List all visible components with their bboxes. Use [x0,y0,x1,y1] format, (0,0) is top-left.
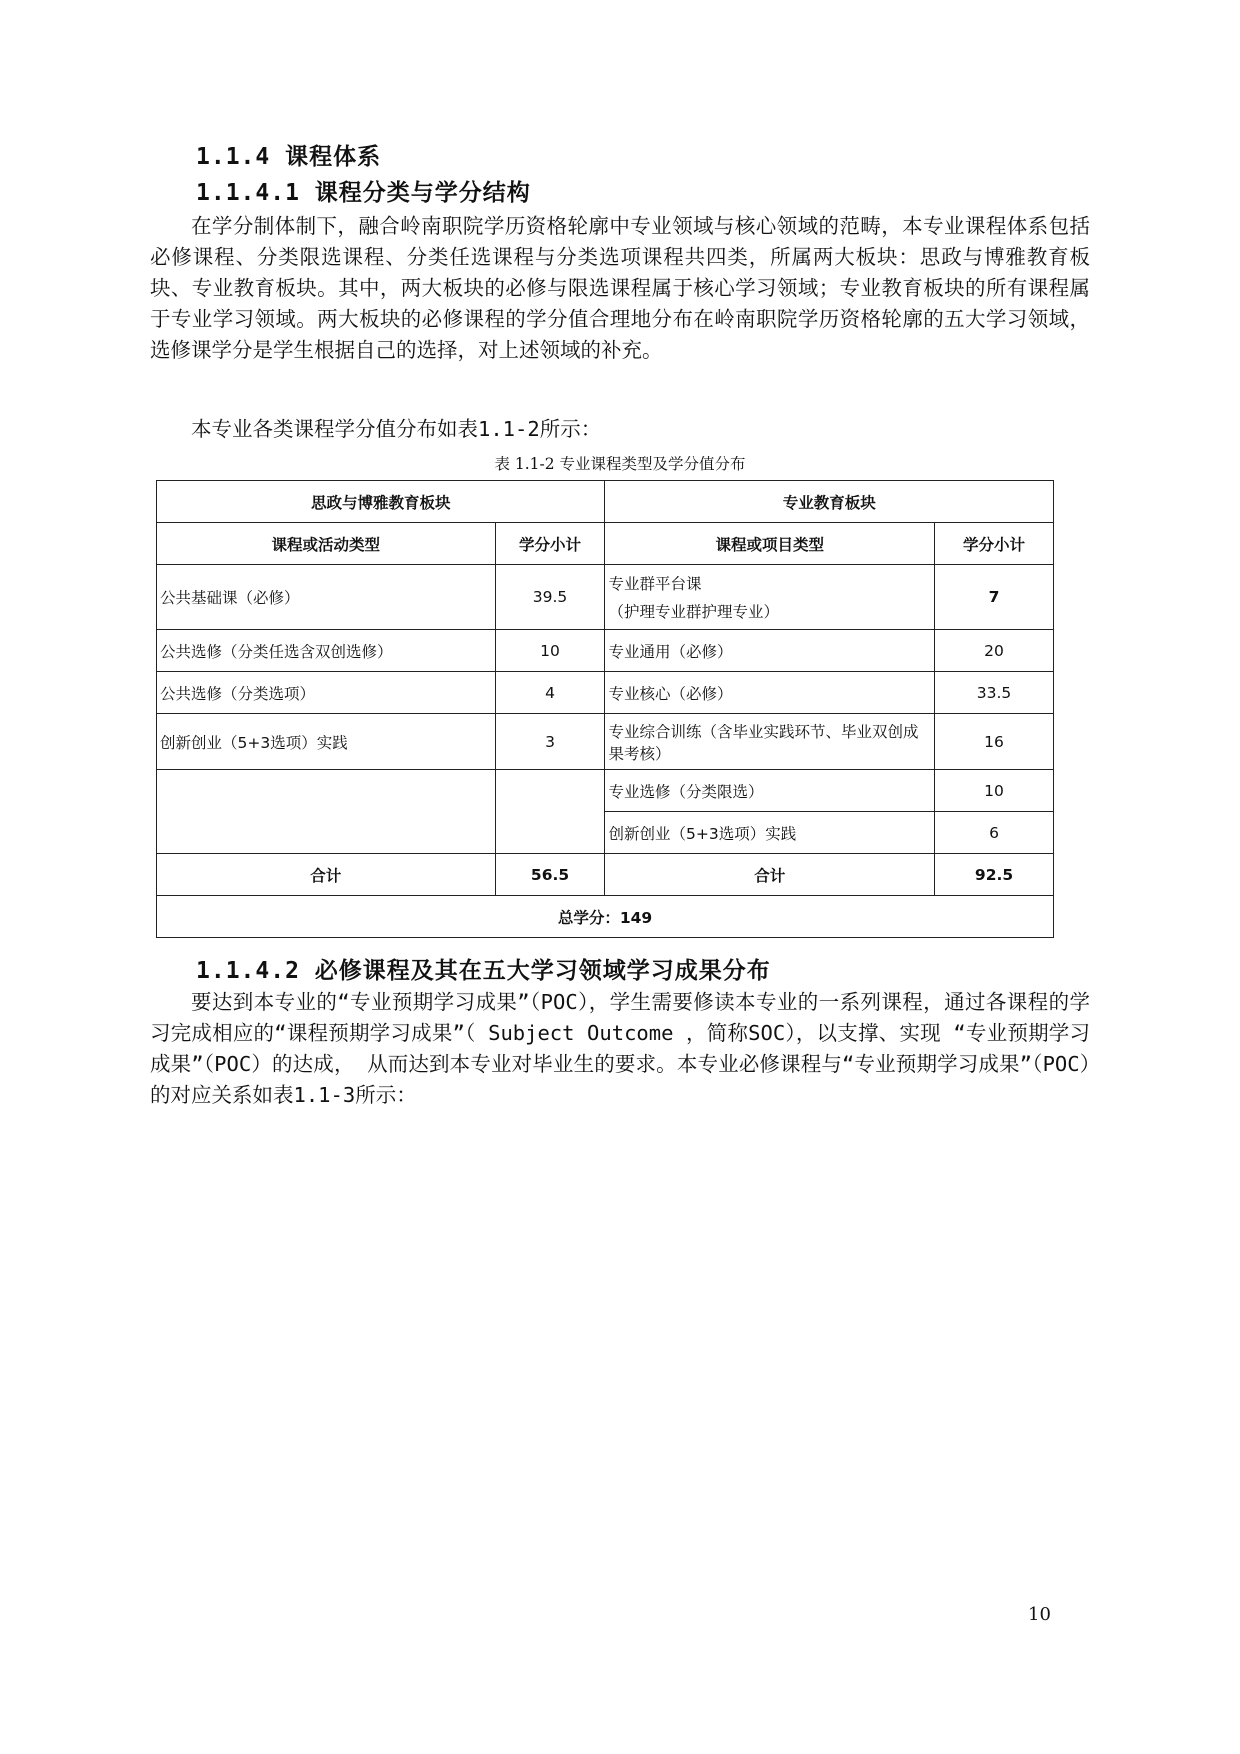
sum-label-left: 合计 [157,854,496,896]
table-row [157,672,1054,714]
table-cell-empty [157,770,496,854]
total-credits: 总学分：149 [157,896,1054,938]
table-cell: 创新创业（5+3选项）实践 [605,812,935,854]
table-cell: 专业核心（必修） [605,672,935,714]
table-row [157,630,1054,672]
table-sum-row [157,854,1054,896]
sum-value-right: 92.5 [935,854,1054,896]
column-header-right-type: 课程或项目类型 [605,523,935,565]
table-cell: 专业通用（必修） [605,630,935,672]
table-cell-empty [495,770,605,854]
section-heading: 1.1.4 课程体系 [196,144,382,170]
table-cell: 10 [935,770,1054,812]
table-cell: 33.5 [935,672,1054,714]
table-row [157,714,1054,770]
column-header-left-type: 课程或活动类型 [157,523,496,565]
table-cell: 6 [935,812,1054,854]
table-cell: 16 [935,714,1054,770]
subsection-heading-required-courses: 1.1.4.2 必修课程及其在五大学习领域学习成果分布 [196,958,771,984]
page-number: 10 [1028,1604,1051,1625]
table-cell: 7 [935,565,1054,630]
intro-paragraph: 在学分制体制下，融合岭南职院学历资格轮廓中专业领域与核心领域的范畴，本专业课程体系包括必修课程、分类限选课程、分类任选课程与分类选项课程共四类，所属两大板块：思政与博雅教育板块、专业教育板块。其中，两大板块的必修与限选课程属于核心学习领域；专业教育板块的所有课程属于专业学习领域。两大板块的必修课程的学分值合理地分布在岭南职院学历资格轮廓的五大学习领域，选修课学分是学生根据自己的选择，对上述领域的补充。 [150,214,1090,362]
column-header-left-credit: 学分小计 [495,523,605,565]
section-right-header: 专业教育板块 [605,481,1054,523]
sum-label-right: 合计 [605,854,935,896]
outcomes-paragraph: 要达到本专业的“专业预期学习成果”（POC），学生需要修读本专业的一系列课程，通过各课程的学习完成相应的“课程预期学习成果”（ Subject Outcome ，简称SOC），以支撑、实现 “专业预期学习成果”（POC）的达成， 从而达到本专业对毕业生的要求。本专业必修课程与“专业预期学习成果”（POC）的对应关系如表1.1-3所示： [150,990,1090,1107]
table-caption: 表 1.1-2 专业课程类型及学分值分布 [494,455,746,473]
table-row [157,770,1054,812]
sum-value-left: 56.5 [495,854,605,896]
table-total-row [157,896,1054,938]
table-cell: 20 [935,630,1054,672]
table-cell: 4 [495,672,605,714]
table-cell: 专业综合训练（含毕业实践环节、毕业双创成果考核） [605,714,935,770]
column-header-right-credit: 学分小计 [935,523,1054,565]
credit-distribution-table [156,480,1054,938]
table-cell: 3 [495,714,605,770]
table-cell-line: （护理专业群护理专业） [608,603,779,621]
table-cell: 39.5 [495,565,605,630]
table-row [157,565,1054,630]
table-reference-paragraph: 本专业各类课程学分值分布如表1.1-2所示： [191,417,602,441]
table-cell: 创新创业（5+3选项）实践 [157,714,496,770]
table-cell [605,565,935,630]
table-cell: 10 [495,630,605,672]
subsection-heading-course-classification: 1.1.4.1 课程分类与学分结构 [196,180,531,206]
table-cell: 公共选修（分类选项） [157,672,496,714]
section-left-header: 思政与博雅教育板块 [157,481,605,523]
table-section-row [157,481,1054,523]
table-cell-line: 专业群平台课 [608,575,702,593]
table-header-row [157,523,1054,565]
table-cell: 公共基础课（必修） [157,565,496,630]
table-cell: 公共选修（分类任选含双创选修） [157,630,496,672]
table-cell: 专业选修（分类限选） [605,770,935,812]
